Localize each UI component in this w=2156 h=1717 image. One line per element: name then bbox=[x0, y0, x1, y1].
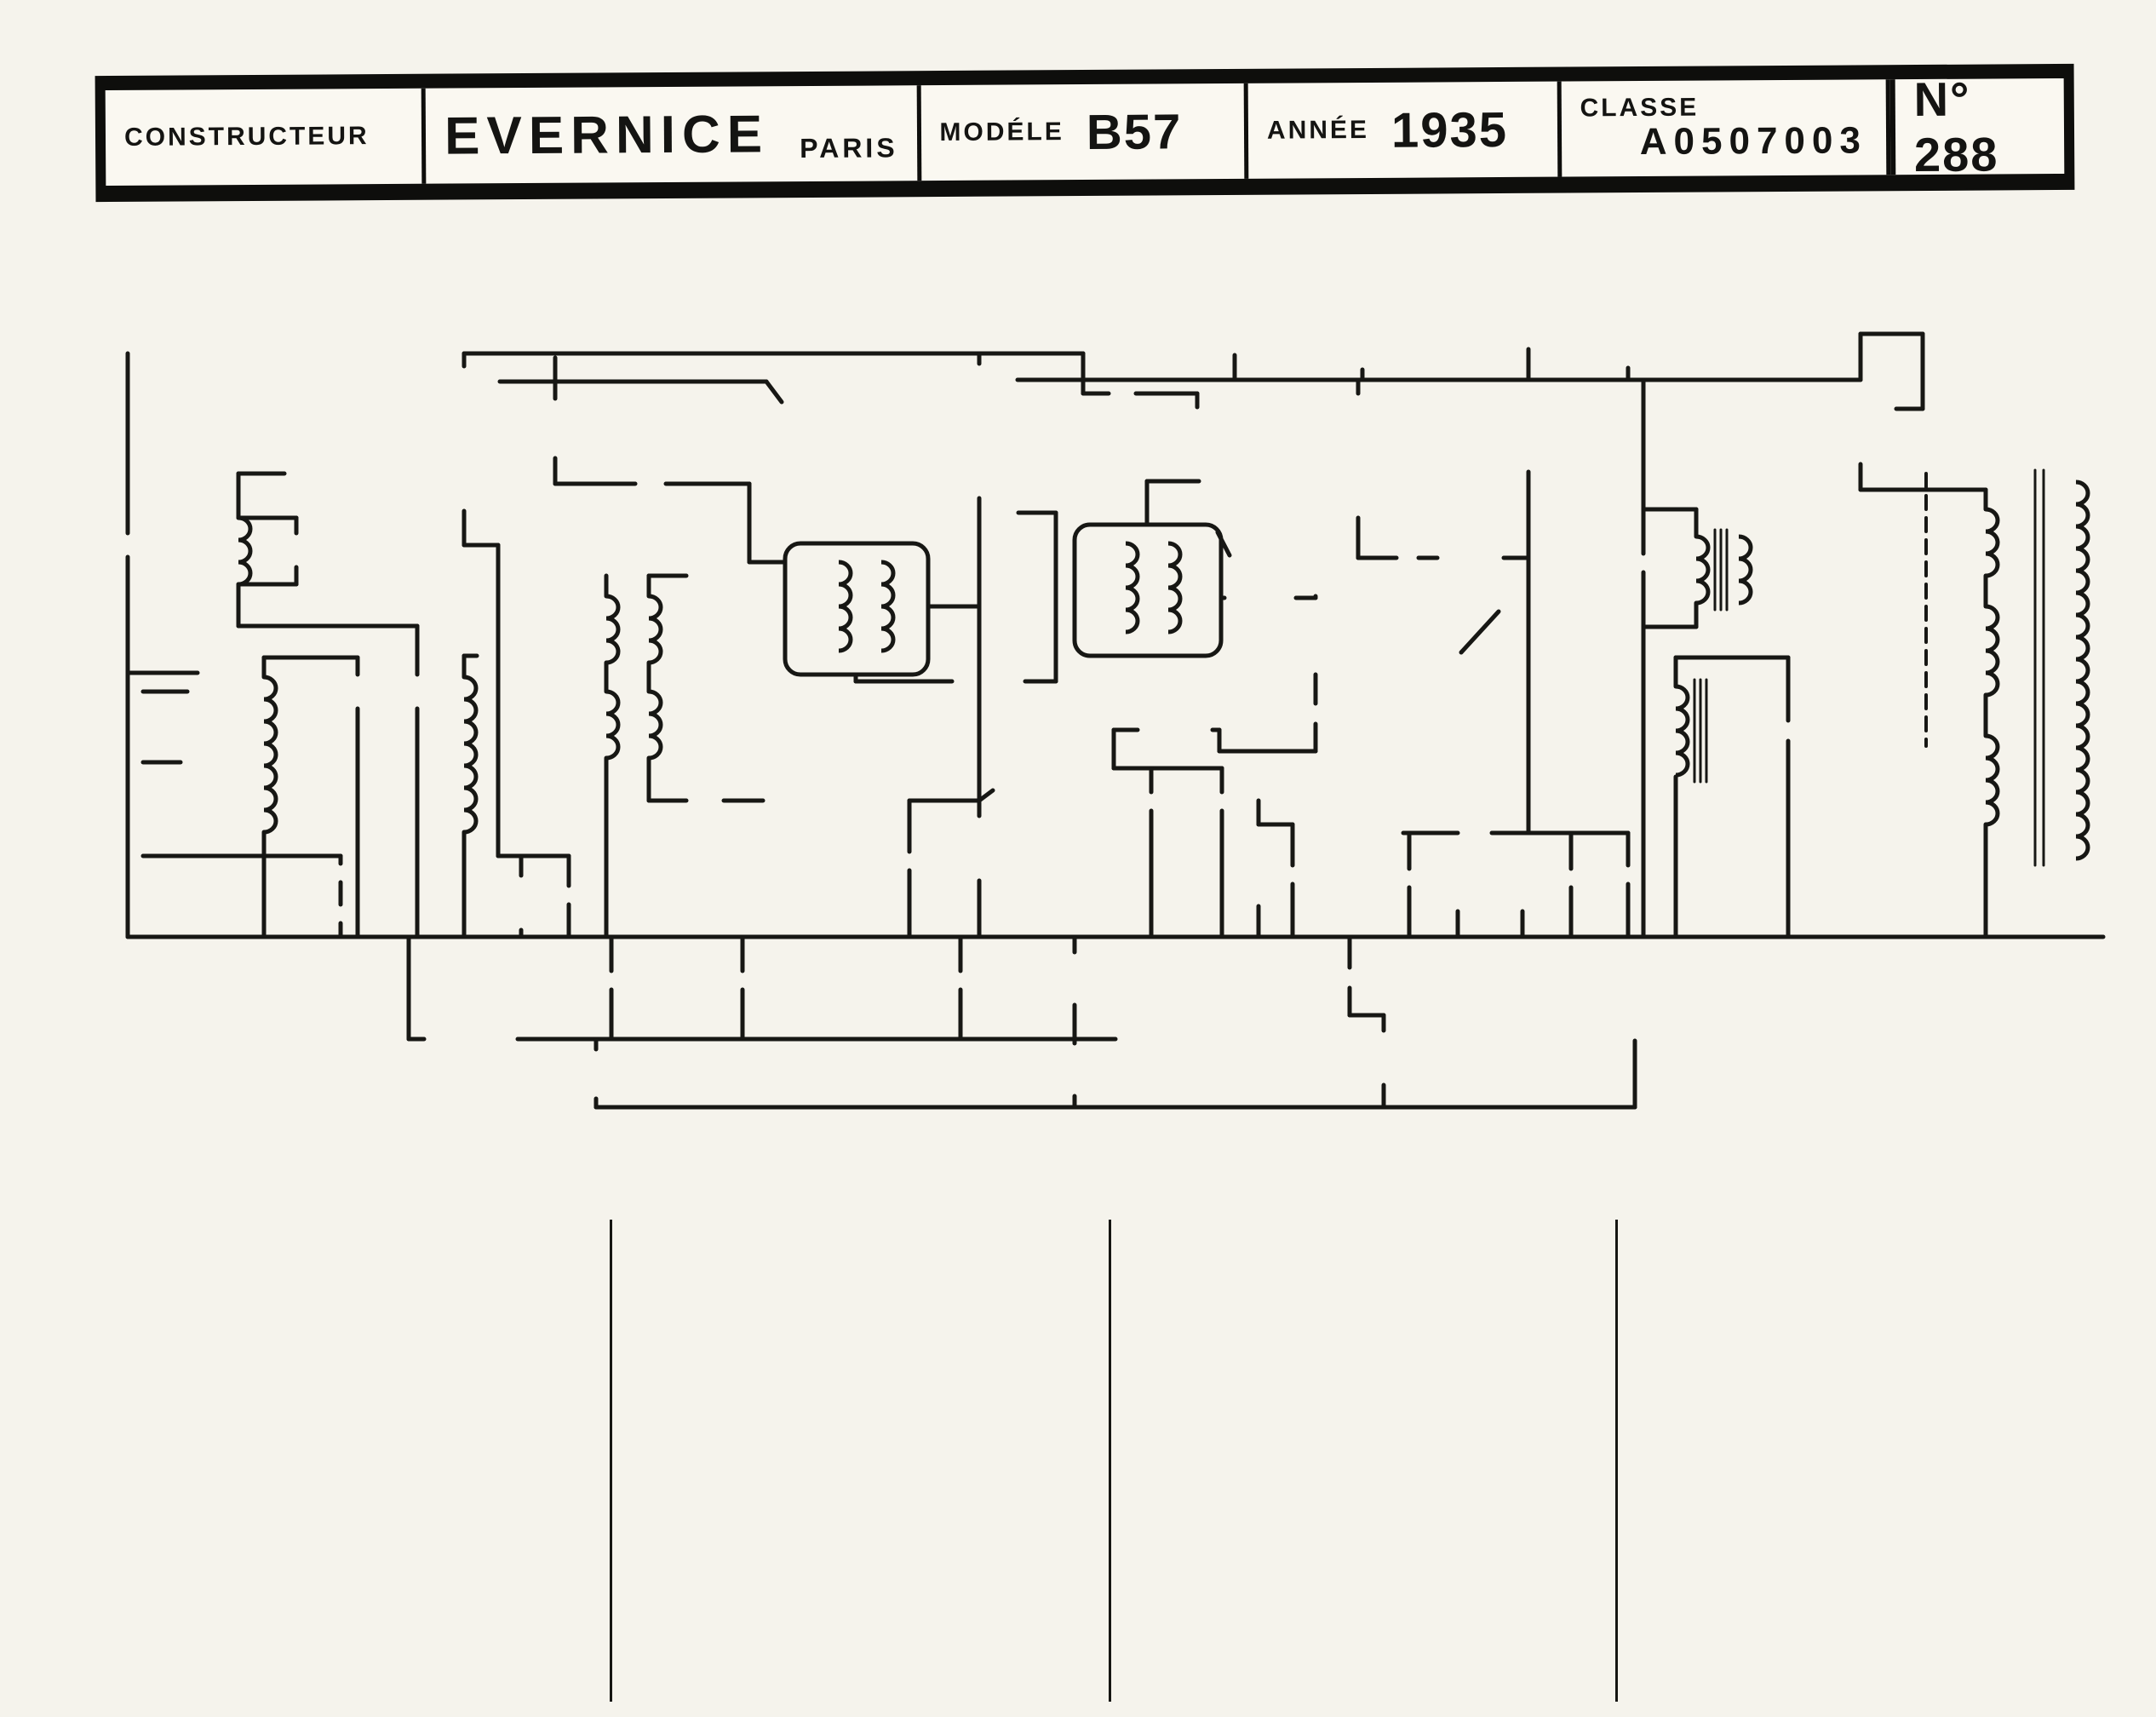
wire bbox=[1461, 612, 1499, 652]
classe-label: CLASSE bbox=[1580, 93, 1700, 123]
coil bbox=[649, 596, 661, 663]
coil bbox=[1126, 543, 1138, 632]
column-rule bbox=[1615, 1220, 1618, 1702]
coil bbox=[1986, 736, 1998, 824]
coil bbox=[1986, 606, 1998, 695]
constructeur-label: CONSTRUCTEUR bbox=[123, 122, 370, 152]
mf-transformer-box bbox=[1075, 525, 1221, 656]
coil bbox=[1696, 537, 1708, 603]
mf-transformer-box bbox=[785, 543, 928, 675]
coil bbox=[839, 562, 851, 651]
coil bbox=[238, 518, 250, 584]
coil bbox=[1739, 537, 1751, 603]
modele-value: B57 bbox=[1086, 103, 1183, 160]
coil bbox=[881, 562, 893, 651]
column-rule bbox=[610, 1220, 612, 1702]
brand-city: PARIS bbox=[800, 131, 898, 164]
annee-value: 1935 bbox=[1391, 101, 1509, 158]
coil bbox=[2076, 482, 2088, 858]
coil bbox=[1986, 509, 1998, 576]
coil bbox=[264, 677, 276, 832]
sheet-number: N° 288 bbox=[1913, 72, 1999, 182]
wire bbox=[766, 382, 782, 402]
coil bbox=[606, 692, 618, 758]
classe-value: A0507003 bbox=[1639, 119, 1868, 164]
modele-label: MODÉLE bbox=[939, 118, 1064, 147]
coil bbox=[606, 596, 618, 663]
brand-name: EVERNICE bbox=[444, 104, 770, 166]
annee-label: ANNÉE bbox=[1266, 115, 1370, 145]
column-rule bbox=[1109, 1220, 1111, 1702]
coil bbox=[649, 692, 661, 758]
coil bbox=[464, 677, 476, 832]
coil bbox=[1676, 686, 1688, 775]
coil bbox=[1168, 543, 1180, 632]
